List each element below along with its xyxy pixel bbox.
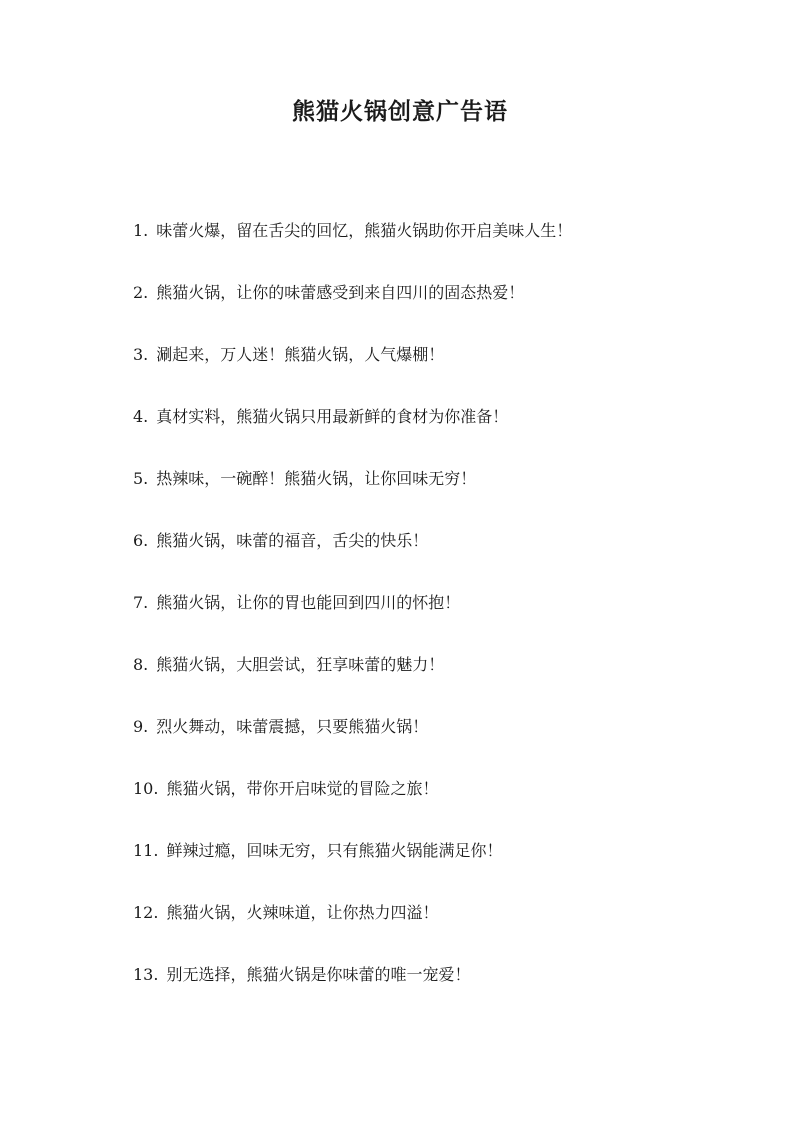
- item-number: 5.: [133, 469, 149, 488]
- item-text: 热辣味，一碗醉！熊猫火锅，让你回味无穷！: [156, 469, 477, 488]
- item-text: 熊猫火锅，大胆尝试，狂享味蕾的魅力！: [156, 655, 445, 674]
- list-item: [133, 588, 693, 650]
- item-number: 13.: [133, 965, 159, 984]
- item-text: 涮起来，万人迷！熊猫火锅，人气爆棚！: [156, 345, 445, 364]
- list-item: [133, 340, 693, 402]
- list-item: [133, 216, 693, 278]
- list-item: [133, 402, 693, 464]
- item-number: 2.: [133, 283, 149, 302]
- list-item: [133, 650, 693, 712]
- item-number: 12.: [133, 903, 159, 922]
- item-text: 鲜辣过瘾，回味无穷，只有熊猫火锅能满足你！: [166, 841, 503, 860]
- list-item: [133, 836, 693, 898]
- item-number: 9.: [133, 717, 149, 736]
- item-number: 3.: [133, 345, 149, 364]
- item-number: 8.: [133, 655, 149, 674]
- list-item: [133, 712, 693, 774]
- item-text: 熊猫火锅，让你的味蕾感受到来自四川的固态热爱！: [156, 283, 525, 302]
- item-text: 味蕾火爆，留在舌尖的回忆，熊猫火锅助你开启美味人生！: [156, 221, 573, 240]
- item-text: 熊猫火锅，带你开启味觉的冒险之旅！: [166, 779, 439, 798]
- item-number: 1.: [133, 221, 149, 240]
- item-text: 别无选择，熊猫火锅是你味蕾的唯一宠爱！: [166, 965, 471, 984]
- item-number: 10.: [133, 779, 159, 798]
- item-text: 真材实料，熊猫火锅只用最新鲜的食材为你准备！: [156, 407, 509, 426]
- list-item: [133, 774, 693, 836]
- list-item: [133, 960, 693, 1022]
- slogan-list: [133, 216, 693, 1022]
- item-number: 7.: [133, 593, 149, 612]
- document-title: 熊猫火锅创意广告语: [292, 98, 508, 125]
- item-number: 11.: [133, 841, 159, 860]
- list-item: [133, 278, 693, 340]
- item-number: 6.: [133, 531, 149, 550]
- item-number: 4.: [133, 407, 149, 426]
- item-text: 熊猫火锅，让你的胃也能回到四川的怀抱！: [156, 593, 461, 612]
- item-text: 烈火舞动，味蕾震撼，只要熊猫火锅！: [156, 717, 429, 736]
- item-text: 熊猫火锅，味蕾的福音，舌尖的快乐！: [156, 531, 429, 550]
- list-item: [133, 464, 693, 526]
- list-item: [133, 898, 693, 960]
- list-item: [133, 526, 693, 588]
- item-text: 熊猫火锅，火辣味道，让你热力四溢！: [166, 903, 439, 922]
